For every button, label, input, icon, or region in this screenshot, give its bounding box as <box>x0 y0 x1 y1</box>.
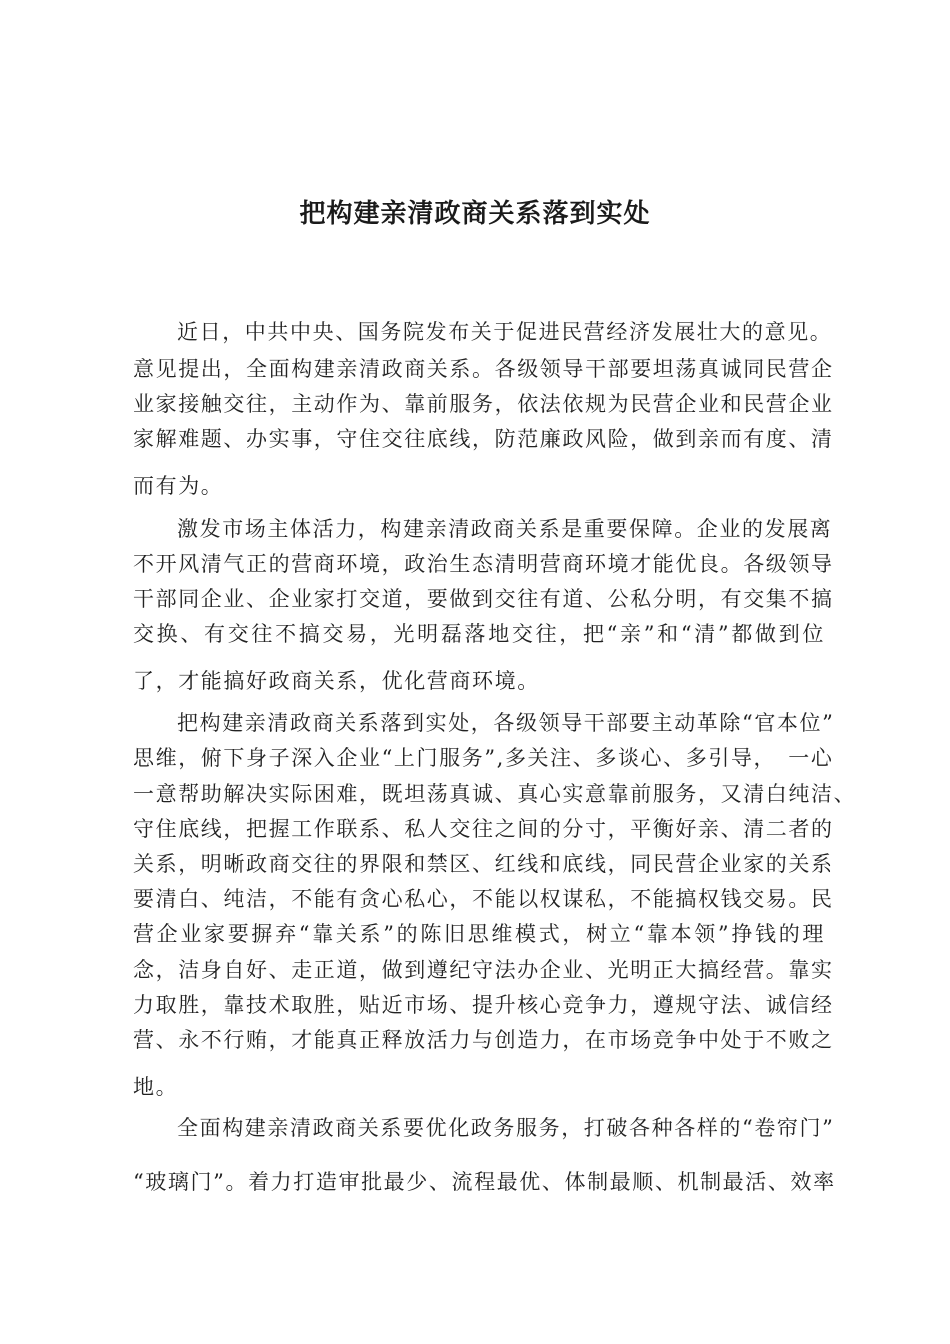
paragraph-3-line-1: 把构建亲清政商关系落到实处，各级领导干部要主动革除“官本位” <box>177 711 835 735</box>
paragraph-1-line-5: 而有为。 <box>133 474 224 498</box>
paragraph-1-line-1: 近日，中共中央、国务院发布关于促进民营经济发展壮大的意见。 <box>177 320 833 344</box>
paragraph-3-line-2: 思维，俯下身子深入企业“上门服务”,多关注、多谈心、多引导， 一心 <box>133 746 834 770</box>
paragraph-2-line-3: 干部同企业、企业家打交道，要做到交往有道、公私分明，有交集不搞 <box>133 587 834 611</box>
paragraph-4-line-2: “玻璃门”。着力打造审批最少、流程最优、体制最顺、机制最活、效率 <box>133 1170 836 1194</box>
paragraph-2-line-1: 激发市场主体活力，构建亲清政商关系是重要保障。企业的发展离 <box>177 517 833 541</box>
paragraph-3-line-9: 力取胜，靠技术取胜，贴近市场、提升核心竞争力，遵规守法、诚信经 <box>133 993 834 1017</box>
paragraph-3-line-4: 守住底线，把握工作联系、私人交往之间的分寸，平衡好亲、清二者的 <box>133 817 834 841</box>
paragraph-2-line-2: 不开风清气正的营商环境，政治生态清明营商环境才能优良。各级领导 <box>133 552 834 576</box>
paragraph-3-line-10: 营、永不行贿，才能真正释放活力与创造力，在市场竞争中处于不败之 <box>133 1028 834 1052</box>
paragraph-3-line-3: 一意帮助解决实际困难，既坦荡真诚、真心实意靠前服务，又清白纯洁、 <box>133 782 857 806</box>
paragraph-4-line-1: 全面构建亲清政商关系要优化政务服务，打破各种各样的“卷帘门” <box>177 1116 835 1140</box>
paragraph-2-line-4: 交换、有交往不搞交易，光明磊落地交往，把“亲”和“清”都做到位 <box>133 622 825 646</box>
paragraph-1-line-2: 意见提出，全面构建亲清政商关系。各级领导干部要坦荡真诚同民营企 <box>133 357 834 381</box>
document-title: 把构建亲清政商关系落到实处 <box>299 199 651 229</box>
paragraph-2-line-5: 了，才能搞好政商关系，优化营商环境。 <box>133 669 540 693</box>
paragraph-3-line-7: 营企业家要摒弃“靠关系”的陈旧思维模式，树立“靠本领”挣钱的理 <box>133 922 825 946</box>
paragraph-1-line-4: 家解难题、办实事，守住交往底线，防范廉政风险，做到亲而有度、清 <box>133 427 834 451</box>
paragraph-3-line-8: 念，洁身自好、走正道，做到遵纪守法办企业、光明正大搞经营。靠实 <box>133 958 834 982</box>
paragraph-3-line-5: 关系，明晰政商交往的界限和禁区、红线和底线，同民营企业家的关系 <box>133 852 834 876</box>
paragraph-1-line-3: 业家接触交往，主动作为、靠前服务，依法依规为民营企业和民营企业 <box>133 392 834 416</box>
paragraph-3-line-6: 要清白、纯洁，不能有贪心私心，不能以权谋私，不能搞权钱交易。民 <box>133 887 834 911</box>
paragraph-3-line-11: 地。 <box>133 1075 179 1099</box>
